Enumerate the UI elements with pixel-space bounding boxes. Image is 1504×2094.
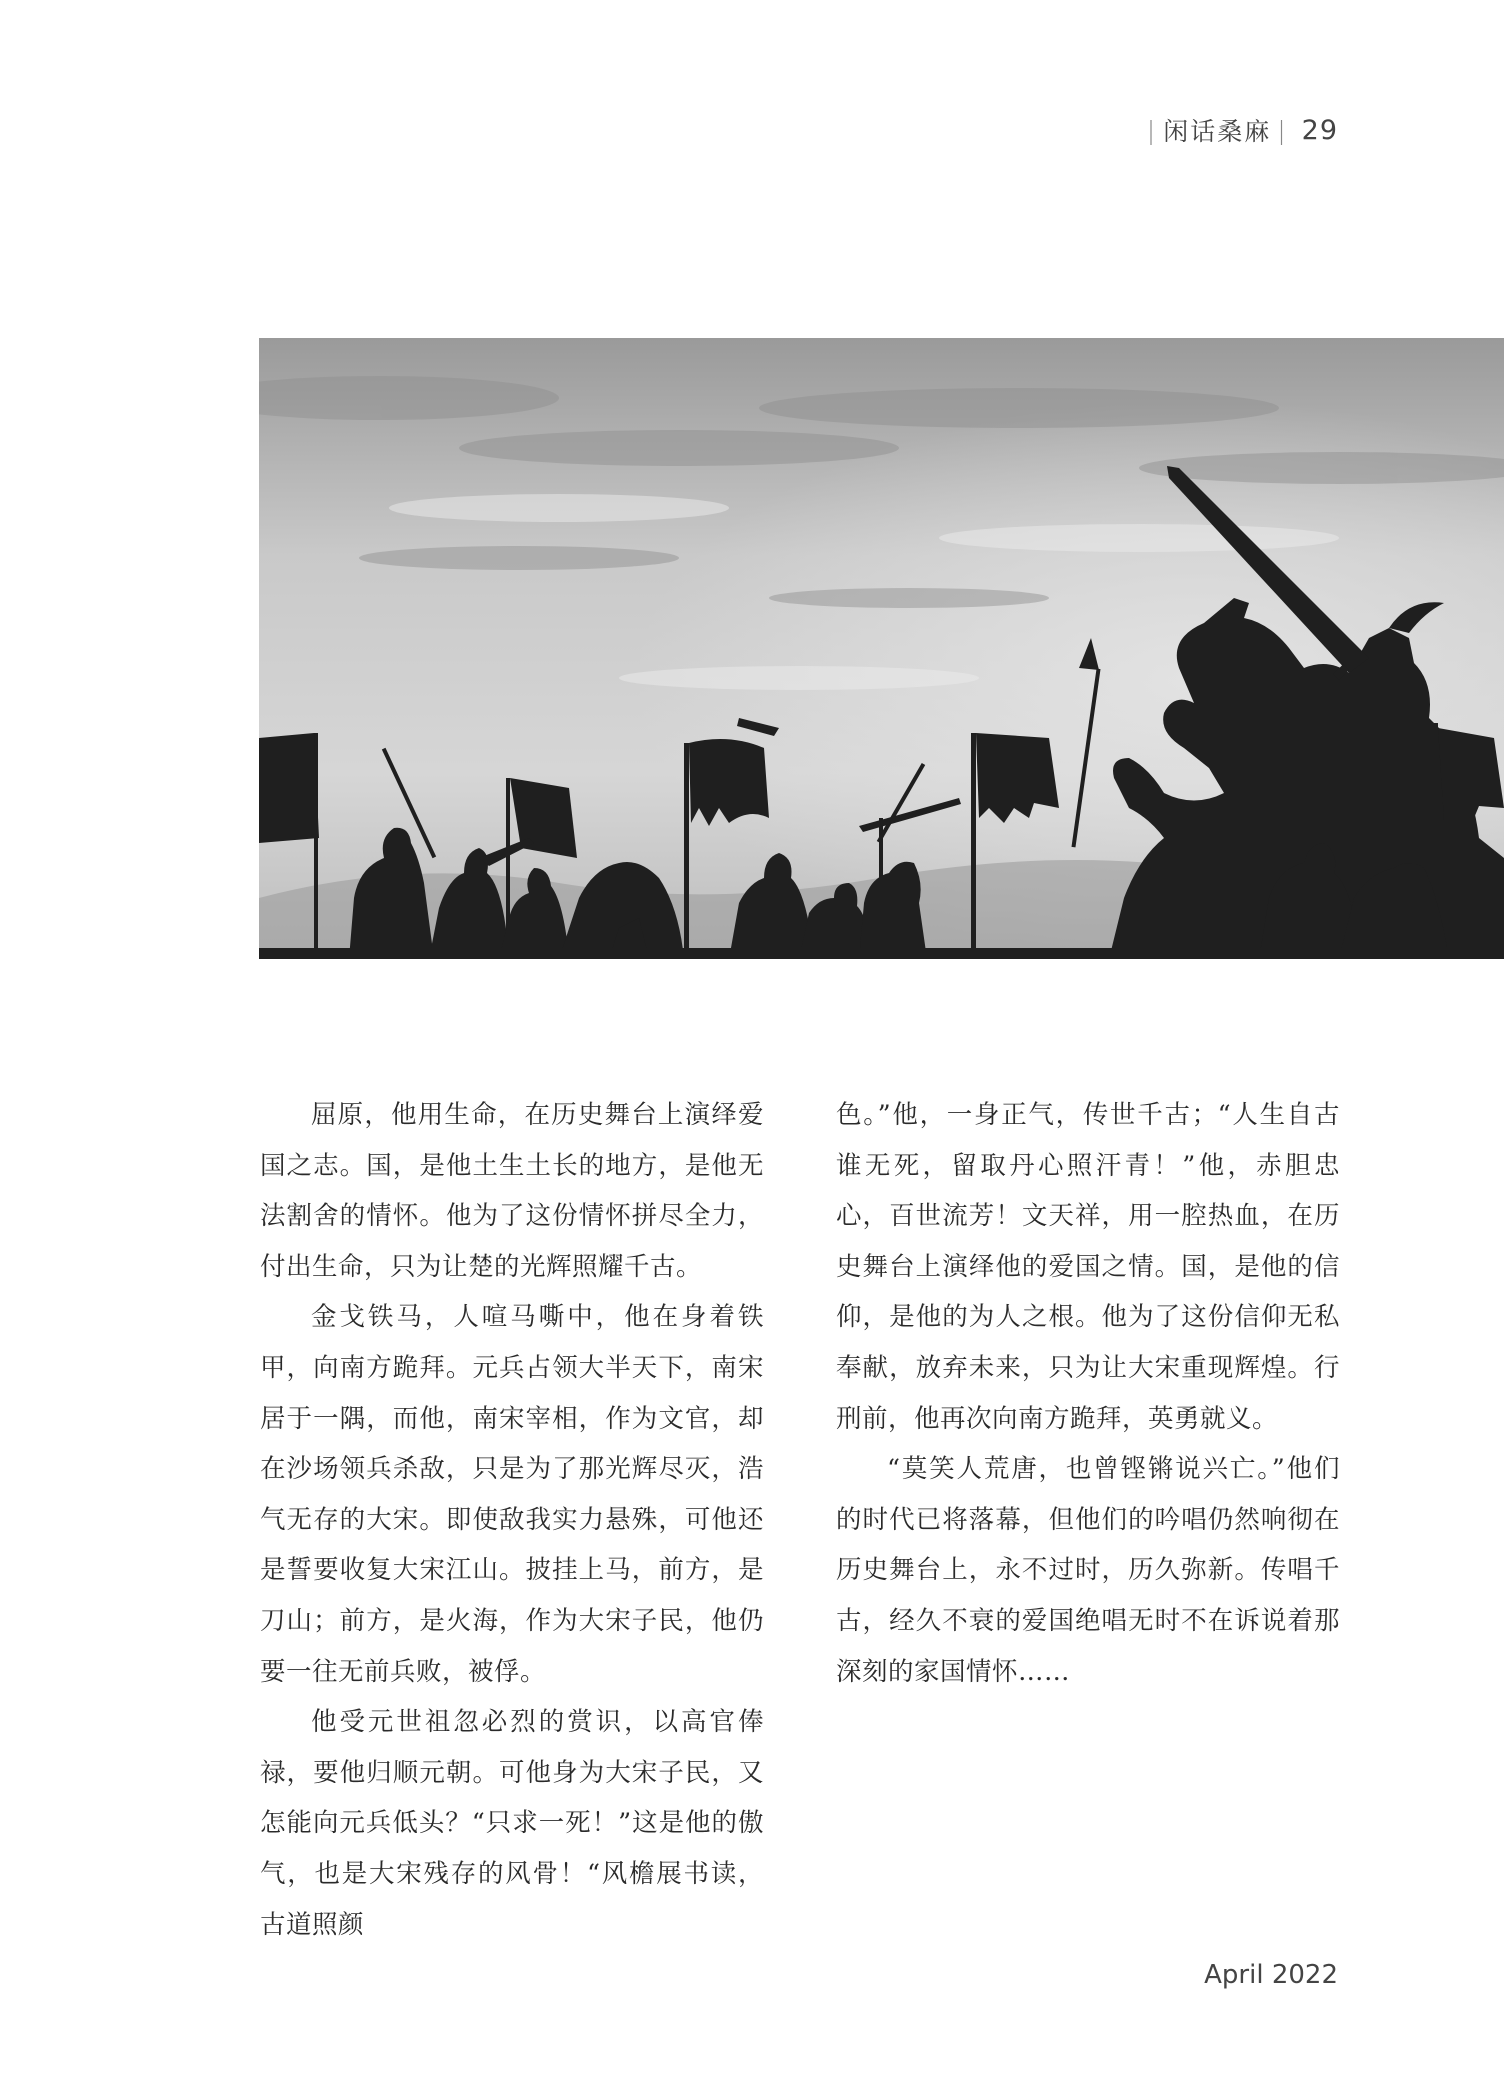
- right-text-column: [836, 1090, 1340, 1697]
- section-title: 闲话桑麻: [1163, 117, 1272, 146]
- battle-silhouette-illustration: [259, 338, 1504, 959]
- page-number: 29: [1301, 114, 1338, 146]
- battle-scene-icon: [259, 338, 1504, 959]
- issue-date: April 2022: [1204, 1960, 1338, 1990]
- paragraph: 金戈铁马，人喧马嘶中，他在身着铁甲，向南方跪拜。元兵占领大半天下，南宋居于一隅，而他，南宋宰相，作为文官，却在沙场领兵杀敌，只是为了那光辉尽灭，浩气无存的大宋。即使敌我实力悬殊，可他还是誓要收复大宋江山。披挂上马，前方，是刀山；前方，是火海，作为大宋子民，他仍要一往无前兵败，被俘。: [260, 1302, 764, 1687]
- paragraph: 他受元世祖忽必烈的赏识，以高官俸禄，要他归顺元朝。可他身为大宋子民，又怎能向元兵低头？“只求一死！”这是他的傲气，也是大宋残存的风骨！“风檐展书读，古道照颜: [260, 1707, 764, 1940]
- paragraph: 屈原，他用生命，在历史舞台上演绎爱国之志。国，是他土生土长的地方，是他无法割舍的情怀。他为了这份情怀拼尽全力，付出生命，只为让楚的光辉照耀千古。: [260, 1100, 764, 1282]
- left-text-column: [260, 1090, 764, 1950]
- header-divider: |: [1146, 115, 1158, 145]
- running-header: [1147, 112, 1338, 148]
- paragraph-continued: 色。”他，一身正气，传世千古；“人生自古谁无死，留取丹心照汗青！”他，赤胆忠心，百世流芳！文天祥，用一腔热血，在历史舞台上演绎他的爱国之情。国，是他的信仰，是他的为人之根。他为了这份信仰无私奉献，放弃未来，只为让大宋重现辉煌。行刑前，他再次向南方跪拜，英勇就义。: [836, 1100, 1340, 1434]
- header-divider: |: [1277, 115, 1288, 145]
- paragraph: “莫笑人荒唐，也曾铿锵说兴亡。”他们的时代已将落幕，但他们的吟唱仍然响彻在历史舞台上，永不过时，历久弥新。传唱千古，经久不衰的爱国绝唱无时不在诉说着那深刻的家国情怀……: [836, 1454, 1340, 1687]
